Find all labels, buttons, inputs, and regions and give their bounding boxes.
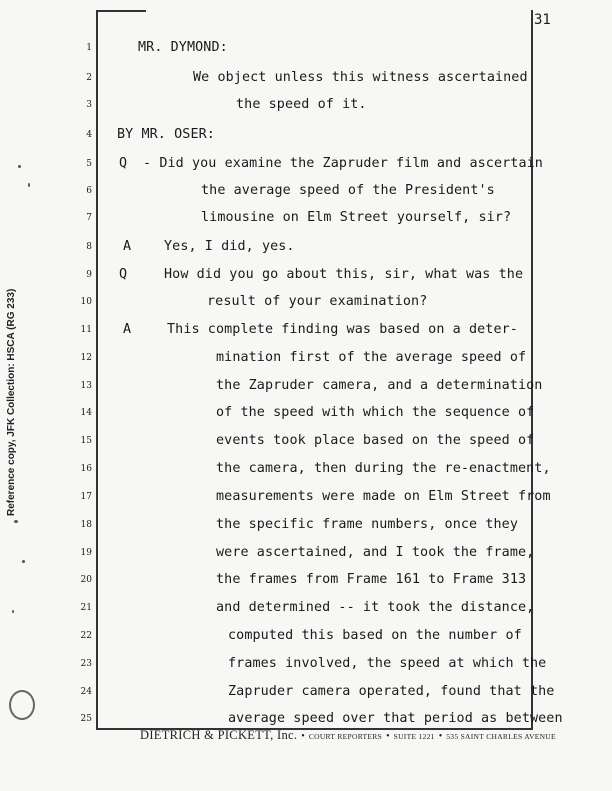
line-number: 24 <box>80 687 92 697</box>
transcript-line: the frames from Frame 161 to Frame 313 <box>216 572 527 587</box>
line-number: 15 <box>80 436 92 446</box>
transcript-line: result of your examination? <box>207 294 428 309</box>
page-footer: DIETRICH & PICKETT, Inc. • COURT REPORTERS • SUITE 1221 • 535 SAINT CHARLES AVENUE <box>140 728 556 742</box>
footer-address: 535 SAINT CHARLES AVENUE <box>446 732 556 741</box>
speaker-marker: Q <box>119 267 128 282</box>
line-number: 21 <box>80 603 92 613</box>
line-number: 6 <box>86 186 92 196</box>
line-number: 25 <box>80 714 92 724</box>
transcript-line: frames involved, the speed at which the <box>228 656 547 671</box>
line-number: 17 <box>80 492 92 502</box>
line-number: 5 <box>86 159 92 169</box>
side-reference-stamp: Reference copy, JFK Collection: HSCA (RG 233) <box>6 288 17 516</box>
line-number: 14 <box>80 408 92 418</box>
margin-speck <box>28 183 30 187</box>
transcript-line: events took place based on the speed of <box>216 433 535 448</box>
line-number: 23 <box>80 659 92 669</box>
page-frame <box>96 10 533 730</box>
line-number: 20 <box>80 575 92 585</box>
transcript-line: of the speed with which the sequence of <box>216 405 535 420</box>
transcript-line: Yes, I did, yes. <box>164 239 295 254</box>
page-number: 31 <box>534 12 551 28</box>
transcript-line: Zapruder camera operated, found that the <box>228 684 555 699</box>
margin-speck <box>22 560 25 563</box>
transcript-line: - Did you examine the Zapruder film and ascertain <box>143 156 543 171</box>
transcript-line: MR. DYMOND: <box>138 40 228 55</box>
transcript-line: the specific frame numbers, once they <box>216 517 518 532</box>
transcript-line: the average speed of the President's <box>201 183 495 198</box>
transcript-line: and determined -- it took the distance, <box>216 600 535 615</box>
line-number: 7 <box>86 213 92 223</box>
line-number: 19 <box>80 548 92 558</box>
transcript-line: average speed over that period as between <box>228 711 563 726</box>
transcript-line: the speed of it. <box>236 97 367 112</box>
transcript-line: We object unless this witness ascertained <box>193 70 528 85</box>
footer-role: COURT REPORTERS <box>308 732 383 741</box>
speaker-marker: Q <box>119 156 128 171</box>
transcript-line: measurements were made on Elm Street from <box>216 489 551 504</box>
line-number: 8 <box>86 242 92 252</box>
line-number: 13 <box>80 381 92 391</box>
line-number: 2 <box>86 73 92 83</box>
transcript-line: How did you go about this, sir, what was the <box>164 267 524 282</box>
line-number: 1 <box>86 43 92 53</box>
footer-firm: DIETRICH & PICKETT, Inc. <box>140 728 298 742</box>
transcript-line: the Zapruder camera, and a determination <box>216 378 543 393</box>
binder-punch-hole <box>9 690 35 720</box>
transcript-line: mination first of the average speed of <box>216 350 527 365</box>
line-number: 18 <box>80 520 92 530</box>
transcript-line: This complete finding was based on a deter- <box>167 322 518 337</box>
line-number: 12 <box>80 353 92 363</box>
line-number: 9 <box>86 270 92 280</box>
transcript-line: BY MR. OSER: <box>117 127 215 142</box>
line-number: 22 <box>80 631 92 641</box>
margin-speck <box>14 520 18 523</box>
speaker-marker: A <box>123 239 132 254</box>
footer-suite: SUITE 1221 <box>393 732 435 741</box>
margin-speck <box>18 165 21 168</box>
line-number: 4 <box>86 130 92 140</box>
line-number: 11 <box>80 325 92 335</box>
line-number: 3 <box>86 100 92 110</box>
transcript-line: limousine on Elm Street yourself, sir? <box>201 210 512 225</box>
transcript-line: computed this based on the number of <box>228 628 522 643</box>
speaker-marker: A <box>123 322 132 337</box>
line-number: 10 <box>80 297 92 307</box>
transcript-line: were ascertained, and I took the frame, <box>216 545 535 560</box>
margin-speck <box>12 610 14 613</box>
line-number: 16 <box>80 464 92 474</box>
transcript-line: the camera, then during the re-enactment, <box>216 461 551 476</box>
